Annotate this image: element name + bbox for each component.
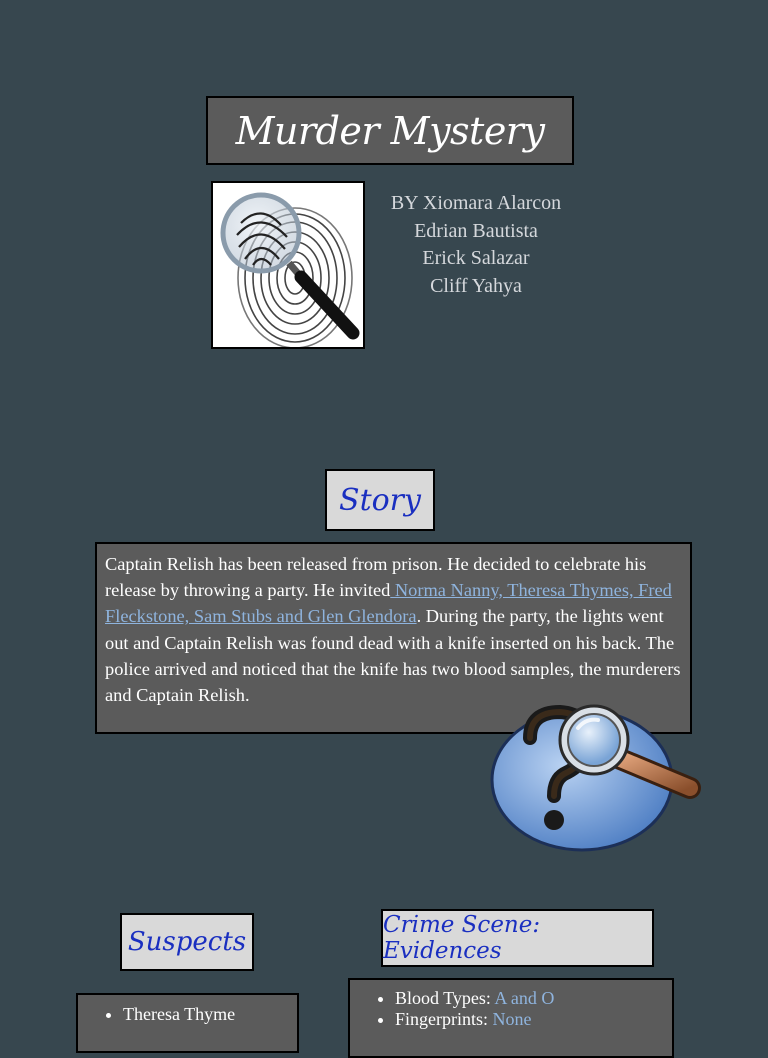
- author-line: Cliff Yahya: [430, 274, 522, 297]
- suspects-heading: Suspects: [127, 927, 247, 957]
- evidence-label: Blood Types:: [395, 988, 495, 1008]
- evidence-panel: [348, 978, 674, 1058]
- author-line: Edrian Bautista: [414, 219, 538, 242]
- suspects-heading-box: [120, 913, 254, 971]
- story-text: [105, 551, 682, 708]
- suspects-panel: [76, 993, 299, 1053]
- list-item: • Theresa Thyme: [123, 1004, 297, 1025]
- story-heading: Story: [339, 482, 421, 518]
- list-item: [395, 988, 672, 1009]
- crime-scene-heading: Crime Scene: Evidences: [383, 912, 541, 964]
- evidence-value: A and O: [494, 988, 555, 1008]
- fingerprint-icon: [213, 183, 363, 347]
- question-magnifier-clipart: [490, 700, 710, 855]
- evidence-list: [350, 980, 672, 1030]
- list-item: [395, 1009, 672, 1030]
- suspects-link[interactable]: Norma Nanny, Theresa Thymes, Fred Fleckstone, Sam Stubs and Glen Glendora: [105, 580, 672, 627]
- crime-scene-heading-box: [381, 909, 654, 967]
- title-box: [206, 96, 574, 165]
- evidence-label: Fingerprints:: [395, 1009, 493, 1029]
- story-heading-box: [325, 469, 435, 531]
- author-line: Erick Salazar: [422, 247, 530, 269]
- author-list: [360, 190, 592, 300]
- fingerprint-magnifier-image: [211, 181, 365, 349]
- author-line: BY Xiomara Alarcon: [390, 192, 562, 214]
- suspects-list: [78, 995, 297, 1025]
- page-title: Murder Mystery: [235, 108, 545, 153]
- evidence-value: None: [492, 1009, 532, 1029]
- story-text-start: Captain Relish has been released from prison. He decided to celebrate his release by throwing a party. He invited: [105, 554, 647, 601]
- story-text-end: . During the party, the lights went out and Captain Relish was found dead with a knife inserted on his back. The police arrived and noticed that the knife has two blood samples, the murderers and Captain Relish.: [105, 606, 681, 706]
